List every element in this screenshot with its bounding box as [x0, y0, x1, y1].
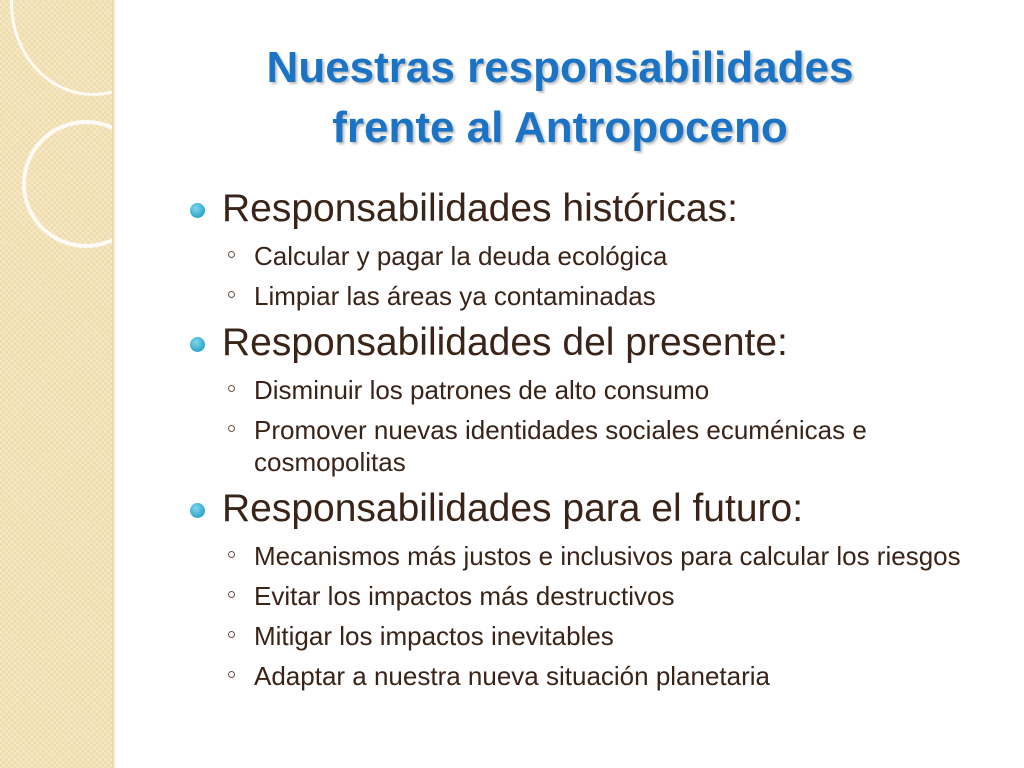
decorative-ring — [22, 120, 112, 248]
bullet-historicas — [190, 186, 990, 232]
sub-bullet — [190, 540, 990, 572]
title-line-1: Nuestras responsabilidades — [266, 43, 854, 92]
sub-bullet-text: Promover nuevas identidades sociales ecuménicas e cosmopolitas — [254, 415, 867, 477]
sub-bullet-text: Adaptar a nuestra nueva situación planetaria — [254, 661, 771, 691]
sub-bullet — [190, 620, 990, 652]
sub-bullet — [190, 414, 990, 478]
ring-bullet-icon — [228, 591, 235, 598]
bullet-heading: Responsabilidades para el futuro: — [222, 487, 804, 530]
sub-bullet-text: Evitar los impactos más destructivos — [254, 581, 675, 611]
ring-bullet-icon — [228, 385, 235, 392]
bullet-dot-icon — [190, 503, 205, 518]
ring-bullet-icon — [228, 425, 235, 432]
bullet-dot-icon — [190, 337, 205, 352]
sub-bullet-text: Mecanismos más justos e inclusivos para calcular los riesgos — [254, 541, 961, 571]
bullet-heading: Responsabilidades del presente: — [222, 321, 788, 364]
sub-bullet — [190, 240, 990, 272]
ring-bullet-icon — [228, 551, 235, 558]
decorative-ring — [10, 0, 112, 96]
side-panel-edge — [112, 0, 116, 768]
sub-bullet-text: Calcular y pagar la deuda ecológica — [254, 241, 668, 271]
bullet-dot-icon — [190, 203, 205, 218]
bullet-heading: Responsabilidades históricas: — [222, 187, 738, 230]
decorative-side-panel — [0, 0, 112, 768]
ring-bullet-icon — [228, 291, 235, 298]
sub-bullet — [190, 580, 990, 612]
slide-title — [130, 38, 990, 158]
title-line-2: frente al Antropoceno — [332, 103, 788, 152]
slide-body — [190, 186, 990, 692]
bullet-futuro — [190, 486, 990, 532]
sub-bullet-text: Mitigar los impactos inevitables — [254, 621, 614, 651]
bullet-presente — [190, 320, 990, 366]
sub-bullet — [190, 374, 990, 406]
sub-bullet-text: Disminuir los patrones de alto consumo — [254, 375, 710, 405]
sub-bullet-text: Limpiar las áreas ya contaminadas — [254, 281, 656, 311]
sub-bullet — [190, 280, 990, 312]
ring-bullet-icon — [228, 251, 235, 258]
sub-bullet — [190, 660, 990, 692]
ring-bullet-icon — [228, 631, 235, 638]
ring-bullet-icon — [228, 671, 235, 678]
